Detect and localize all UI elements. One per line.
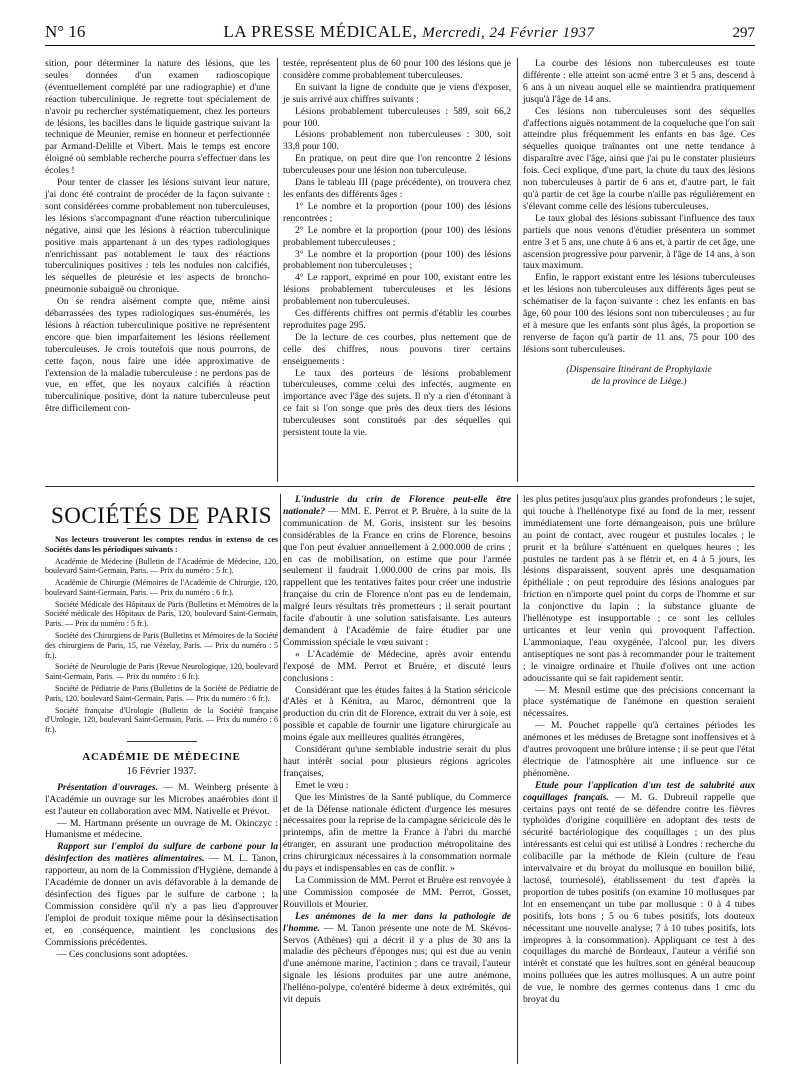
paragraph-text: 3° Le nombre et la proportion (pour 100) des lésions probablement non tuberculeuses ; bbox=[283, 248, 511, 272]
paragraph-text: — M. Tanon présente une note de M. Skévos-Servos (Athènes) qui a décrit il y a plus de 30 ans la maladie des pêcheurs d'éponges nus; qui est due au venin d'une anémone marine, l'actinion ; dans ce travail, l'auteur signale les lésions produites par une autre anémone, l'helléno-polype, co'entéré biderme à deux extrémités, qui vit depuis bbox=[283, 922, 511, 1006]
paragraph bbox=[283, 368, 511, 439]
column-3-body bbox=[523, 58, 755, 356]
paragraph-text: De la lecture de ces courbes, plus nettement que de celle des chiffres, nous pouvons tirer certains enseignements : bbox=[283, 331, 511, 367]
paragraph-text: les plus petites jusqu'aux plus grandes profondeurs ; le sujet, qui touche à l'hellénotype fixé au fond de la mer, ressent immédiatement une forte démangeaison, puis une brûlure au point de contact, avec rougeur et pustules locales ; le prurit et la brûlure s'atténuent en quelques heures ; les pustules ne tardent pas à se flétrir et, en 4 à 5 jours, les lésions disparaissent, souvent après une desquamation épithéliale ; on peut reproduire des lésions analogues par friction en n'importe quel point du corps de l'homme et sur la conjonctive du lapin ; la substance gluante de l'hellénotype est insupportable ; ce sont les cellules urticantes et leur venin qui provoquent l'affection. L'ammoniaque, l'eau oxygénée, l'alcool pur, les divers antiseptiques ne sont pas à recommander pour le traitement ; le vinaigre ordinaire et l'huile d'olives ont une action adoucissante qui se fait rapidement sentir. bbox=[523, 494, 755, 684]
paragraph-text: — Ces conclusions sont adoptées. bbox=[57, 948, 188, 960]
paragraph-text: Le taux des porteurs de lésions probablement tuberculeuses, comme celui des infectés, augmente en importance avec l'âge des sujets. Il n'y a rien d'étonnant à ce fait si l'on songe que près des deux tiers des lésions tuberculeuses sont constitués par des séquelles qui persistent toute la vie. bbox=[283, 367, 511, 439]
periodical-entry: Société Médicale des Hôpitaux de Paris (Bulletins et Mémoires de la Société médicale des Hôpitaux de Paris, 120, boulevard Saint-Germain, Paris. — Prix du numéro : 5 fr.). bbox=[45, 599, 278, 629]
bottom-column-1 bbox=[45, 494, 278, 960]
periodical-entry: Société des Chirurgiens de Paris (Bulletins et Mémoires de la Société des chirurgiens de Paris, 15, rue Vézelay, Paris. — Prix du numéro : 5 fr.). bbox=[45, 631, 278, 660]
section-title: SOCIÉTÉS DE PARIS bbox=[50, 503, 273, 528]
paragraph-heading: L'industrie du crin de Florence peut-elle être nationale? bbox=[283, 494, 511, 517]
author-affiliation bbox=[523, 364, 755, 388]
paragraph-text: Pour tenter de classer les lésions suivant leur nature, j'ai donc été contraint de procéder de la façon suivante : sont considérées comme probablement non tuberculeuses, les lésions s'accompagnant d'une réaction tuberculinique négative, ainsi que les lésions à réaction tuberculinique positive mais appartenant à un des types radiologiques n'enrichissant pas notablement le taux des réactions tuberculiniques positives : tels les nodules non calcifiés, les séquelles de pleurésie et les aspects de broncho-pneumonie subaiguë ou chronique. bbox=[45, 177, 270, 296]
paragraph bbox=[283, 911, 511, 1006]
paragraph-text: Ces lésions non tuberculeuses sont des séquelles d'affections aiguës notamment de la coqueluche que l'on sait atteindre plus fréquemment les enfants en bas âge. Ces séquelles quoique traînantes ont une nette tendance à disparaître avec l'âge, ainsi que j'ai pu le constater plusieurs fois. Ceci explique, d'une part, la chute du taux des lésions non tuberculeuses à partir de 6 ans et, d'autre part, le fait qu'à partir de cet âge la courbe n'aille pas régulièrement en s'élevant comme celle des lésions tuberculeuses. bbox=[523, 105, 755, 212]
section-separator bbox=[45, 486, 755, 487]
paragraph-text: — M. Mesnil estime que des précisions concernant la place systématique de l'anémone en question seraient nécessaires. bbox=[523, 684, 755, 720]
paragraph-text: La Commission de MM. Perrot et Bruère est renvoyée à une Commission composée de MM. Perrot, Gosset, Rouvillois et Mourier. bbox=[283, 875, 511, 910]
issue-date: Mercredi, 24 Février 1937 bbox=[422, 25, 595, 41]
paragraph-text: 4° Le rapport, exprimé en pour 100, existant entre les lésions probablement tuberculeuses et les lésions probablement non tuberculeuses. bbox=[283, 272, 511, 308]
paragraph bbox=[523, 272, 755, 355]
page-header bbox=[45, 22, 755, 46]
paragraph-heading: Les anémones de la mer dans la pathologie de l'homme. bbox=[283, 910, 511, 934]
paragraph-text: Emet le vœu : bbox=[295, 779, 349, 791]
paragraph-text: Considérant qu'une semblable industrie serait du plus haut intérêt social pour plusieurs régions agricoles françaises, bbox=[283, 744, 511, 779]
paragraph bbox=[283, 685, 511, 745]
paragraph bbox=[283, 332, 511, 368]
journal-title bbox=[223, 22, 594, 42]
periodicals-list bbox=[45, 557, 278, 736]
paragraph bbox=[523, 213, 755, 273]
paragraph-text: — M. Hartmann présente un ouvrage de M. Okinczyc : Humanisme et médecine. bbox=[45, 817, 278, 841]
paragraph-text: Considérant que les études faites à la Station séricicole d'Alès et à Kénitra, au Maroc, démontrent que la production du crin dit de Florence, extrait du ver à soie, est possible et capable de fournir une ligature chirurgicale au moins égale aux meilleures qualités étrangères, bbox=[283, 684, 511, 744]
academy-proceedings bbox=[45, 782, 278, 961]
paragraph bbox=[283, 780, 511, 792]
paragraph bbox=[523, 58, 755, 106]
paragraph bbox=[45, 58, 270, 177]
paragraph bbox=[45, 949, 278, 961]
paragraph-heading: Présentation d'ouvrages. bbox=[57, 781, 158, 793]
paragraph bbox=[45, 841, 278, 948]
column-divider bbox=[517, 58, 518, 482]
paragraph bbox=[283, 494, 511, 649]
paragraph-text: Que les Ministres de la Santé publique, du Commerce et de la Défense nationale édictent d'urgence les mesures nécessaires pour la reprise de la campagne séricicole dès le printemps, afin de mettre la France à l'abri du marché étranger, en assurant une production métropolitaine des crins chirurgicaux nécessaires à la consommation normale du pays et indispensables en cas de conflit. » bbox=[283, 791, 511, 875]
paragraph bbox=[45, 177, 270, 296]
bottom-column-3 bbox=[523, 494, 755, 1006]
paragraph-text: En pratique, on peut dire que l'on rencontre 2 lésions tuberculeuses pour une lésion non tuberculeuse. bbox=[283, 153, 511, 177]
paragraph-heading: Etude pour l'application d'un test de salubrité aux coquillages français. bbox=[523, 779, 755, 803]
paragraph bbox=[523, 780, 755, 1006]
paragraph-text: testée, représentent plus de 60 pour 100 des lésions que je considère comme probablement tuberculeuses. bbox=[283, 58, 511, 81]
top-column-1 bbox=[45, 58, 270, 415]
academy-date: 16 Février 1937. bbox=[126, 765, 197, 777]
paragraph bbox=[523, 685, 755, 721]
paragraph-text: Lésions probablement tuberculeuses : 589, soit 66,2 pour 100. bbox=[283, 105, 511, 129]
paragraph bbox=[283, 58, 511, 82]
affiliation-line-1: (Dispensaire Itinérant de Prophylaxie bbox=[566, 363, 712, 375]
paragraph-heading: Rapport sur l'emploi du sulfure de carbone pour la désinfection des matières alimentaires. bbox=[45, 841, 278, 865]
paragraph bbox=[283, 272, 511, 308]
paragraph-text: Lésions probablement non tuberculeuses : 300, soit 33,8 pour 100. bbox=[283, 129, 511, 153]
paragraph-text: sition, pour déterminer la nature des lésions, que les seules données d'un examen radioscopique (éventuellement complété par une radiographie) et d'une réaction tuberculinique. Je regrette tout spécialement de n'avoir pu rechercher systématiquement, chez les porteurs de lésions, les bacilles dans le liquide gastrique suivant la technique de Meunier, remise en honneur et perfectionnée par Armand-Delille et Vibert. Mais le temps est encore éloigné où semblable recherche pourra s'effectuer dans les écoles ! bbox=[45, 58, 270, 177]
periodicals-notice bbox=[45, 535, 278, 735]
top-column-3 bbox=[523, 58, 755, 387]
paragraph-text: — M. G. Dubreuil rappelle que certains pays ont tenté de se défendre contre les fièvres typhoïdes d'origine coquillière en adoptant des tests de sécurité bactériologique des coquillages ; un des plus intéressants est celui qui est utilisé à Londres : recherche du colibacille par la méthode de Klein (culture de l'eau intervalvaire et du broyat du mollusque en bouillon bilié, lactosé, tournesolé), établissement du test d'après la proportion de tubes positifs (on examine 10 mollusques par lot en ensemençant un tube par mollusque : 0 à 4 tubes positifs, lots bons ; 5 ou 6 tubes positifs, lots douteux nécessitant une nouvelle analyse; 7 à 10 tubes positifs, lots impropres à la consommation). Appliquant ce test à des coquillages du marché de Bordeaux, l'auteur a vérifié son intérêt et constaté que les huîtres sont en général beaucoup moins polluées que les autres mollusques. A un autre point de vue, le nombre des germes contenus dans 1 cmc du broyat du bbox=[523, 791, 755, 1006]
paragraph bbox=[283, 201, 511, 225]
paragraph-text: En suivant la ligne de conduite que je viens d'exposer, je suis arrivé aux chiffres suivants : bbox=[283, 81, 511, 105]
paragraph-text: — M. Pouchet rappelle qu'à certaines périodes les anémones et les méduses de Bretagne sont inoffensives et à d'autres provoquent une brûlure intense ; il se peut que l'état électrique de l'atmosphère ait une influence sur ce phénomène. bbox=[523, 720, 755, 779]
paragraph-text: « L'Académie de Médecine, après avoir entendu l'exposé de MM. Perrot et Bruère, et discuté leurs conclusions : bbox=[283, 648, 511, 684]
column-divider bbox=[280, 494, 281, 1064]
paragraph-text: Ces différents chiffres ont permis d'établir les courbes reproduites page 295. bbox=[283, 308, 511, 331]
column-divider bbox=[277, 58, 278, 482]
title-rule bbox=[127, 741, 197, 742]
paragraph bbox=[283, 225, 511, 249]
paragraph bbox=[283, 249, 511, 273]
top-column-2 bbox=[283, 58, 511, 439]
paragraph bbox=[45, 296, 270, 415]
paragraph-text: 1° Le nombre et la proportion (pour 100) des lésions rencontrées ; bbox=[283, 200, 511, 224]
bottom-column-2 bbox=[283, 494, 511, 1006]
paragraph-text: On se rendra aisément compte que, même ainsi débarrassées des types radiologiques sus-énumérés, les lésions à réaction tuberculinique positive ne représentent encore que bien imparfaitement les lésions réellement tuberculeuses. Je crois toutefois que nous pourrons, de cette façon, nous faire une idée approximative de l'extension de la maladie tuberculeuse : ne perdons pas de vue, en effet, que les noyaux calcifiés à réaction tuberculinique positive, dont la nature tuberculeuse peut être difficilement con- bbox=[45, 296, 270, 415]
paragraph bbox=[523, 494, 755, 685]
academy-title: ACADÉMIE DE MÉDECINE bbox=[82, 751, 241, 764]
journal-name: LA PRESSE MÉDICALE, bbox=[223, 22, 418, 41]
paragraph-text: — M. Weinberg présente à l'Académie un ouvrage sur les Microbes anaérobies dont il est l'auteur en collaboration avec MM. Nativelle et Prévot. bbox=[45, 781, 278, 817]
periodical-entry: Académie de Chirurgie (Mémoires de l'Académie de Chirurgie, 120, boulevard Saint-Germain, Paris. — Prix du numéro : 6 fr.). bbox=[45, 578, 278, 597]
periodical-entry: Société de Pédiatrie de Paris (Bulletins de la Société de Pédiatrie de Paris, 120, boulevard Saint-Germain, Paris. — Prix du numéro : 6 fr.). bbox=[45, 684, 278, 703]
paragraph bbox=[283, 177, 511, 201]
column-divider bbox=[517, 494, 518, 1064]
paragraph-text: Le taux global des lésions subissant l'influence des taux partiels que nous venons d'étudier présentera un sommet entre 3 et 5 ans, une chute à 6 ans et, à partir de cet âge, une ascension progressive pour parvenir, à l'âge de 14 ans, à son taux maximum. bbox=[523, 212, 755, 272]
page-number: 297 bbox=[732, 25, 755, 41]
paragraph bbox=[45, 818, 278, 842]
paragraph-text: Enfin, le rapport existant entre les lésions tuberculeuses et les lésions non tuberculeuses aux différents âges peut se schématiser de la façon suivante : chez les enfants en bas âge, 60 pour 100 des lésions sont non tuberculeuses ; au fur et à mesure que les enfants sont plus âgés, la proportion se renverse de façon qu'à partir de 11 ans, 75 pour 100 des lésions sont tuberculeuses. bbox=[523, 272, 755, 355]
affiliation-line-2: de la province de Liège.) bbox=[591, 375, 687, 387]
paragraph bbox=[283, 129, 511, 153]
periodical-entry: Académie de Médecine (Bulletin de l'Académie de Médecine, 120, boulevard Saint-Germain, Paris. — Prix du numéro : 5 fr.). bbox=[45, 556, 278, 576]
paragraph bbox=[523, 106, 755, 213]
title-rule bbox=[127, 528, 197, 529]
paragraph bbox=[283, 153, 511, 177]
paragraph-text: La courbe des lésions non tuberculeuses est toute différente : elle atteint son acmé entre 3 et 5 ans, descend à 6 ans à un niveau auquel elle se maintiendra pratiquement jusqu'à l'âge de 14 ans. bbox=[523, 58, 755, 105]
paragraph bbox=[283, 744, 511, 780]
periodical-entry: Société française d'Urologie (Bulletin de la Société française d'Urologie, 120, boulevard Saint-Germain, Paris. — Prix du numéro : 6 fr.). bbox=[45, 705, 278, 735]
paragraph bbox=[523, 720, 755, 780]
paragraph bbox=[283, 308, 511, 332]
paragraph-text: 2° Le nombre et la proportion (pour 100) des lésions probablement tuberculeuses ; bbox=[283, 224, 511, 248]
paragraph bbox=[283, 106, 511, 130]
paragraph bbox=[45, 782, 278, 818]
paragraph bbox=[283, 649, 511, 685]
paragraph bbox=[283, 875, 511, 911]
issue-number: N° 16 bbox=[45, 22, 86, 41]
paragraph bbox=[283, 82, 511, 106]
paragraph bbox=[283, 792, 511, 875]
periodical-entry: Société de Neurologie de Paris (Revue Neurologique, 120, boulevard Saint-Germain, Paris. — Prix du numéro : 6 fr.). bbox=[45, 662, 278, 682]
paragraph-text: — MM. E. Perrot et P. Bruère, à la suite de la communication de M. Goris, insistent sur les besoins considérables de la France en crins de Florence, besoins que l'on peut évaluer annuellement à 2.000.000 de crins ; en cas de mobilisation, on estime que pour l'armée seulement il faudrait 1.000.000 de crins par mois. Ils rappellent que les tentatives faites pour créer une industrie française du crin de Florence n'ont pas eu de lendemain, malgré leurs résultats très prometteurs ; il serait pourtant facile d'aboutir à une solution satisfaisante. Les auteurs demandent à l'Académie de faire étudier par une Commission spéciale le vœu suivant : bbox=[283, 505, 511, 648]
paragraph-text: — M. L. Tanon, rapporteur, au nom de la Commission d'Hygiène, demande à l'Académie de donner un avis défavorable à la demande de désinfection des figues par le sulfure de carbone ; la Commission considère qu'il n'y a pas lieu d'approuver l'emploi de produit toxique même pour la désinsectisation et, en conséquence, maintient les conclusions des Commissions précédentes. bbox=[45, 853, 278, 948]
notice-intro: Nos lecteurs trouveront les comptes rendus in extenso de ces Sociétés dans les périodiques suivants : bbox=[45, 534, 278, 554]
paragraph-text: Dans le tableau III (page précédente), on trouvera chez les enfants des différents âges : bbox=[283, 177, 511, 200]
